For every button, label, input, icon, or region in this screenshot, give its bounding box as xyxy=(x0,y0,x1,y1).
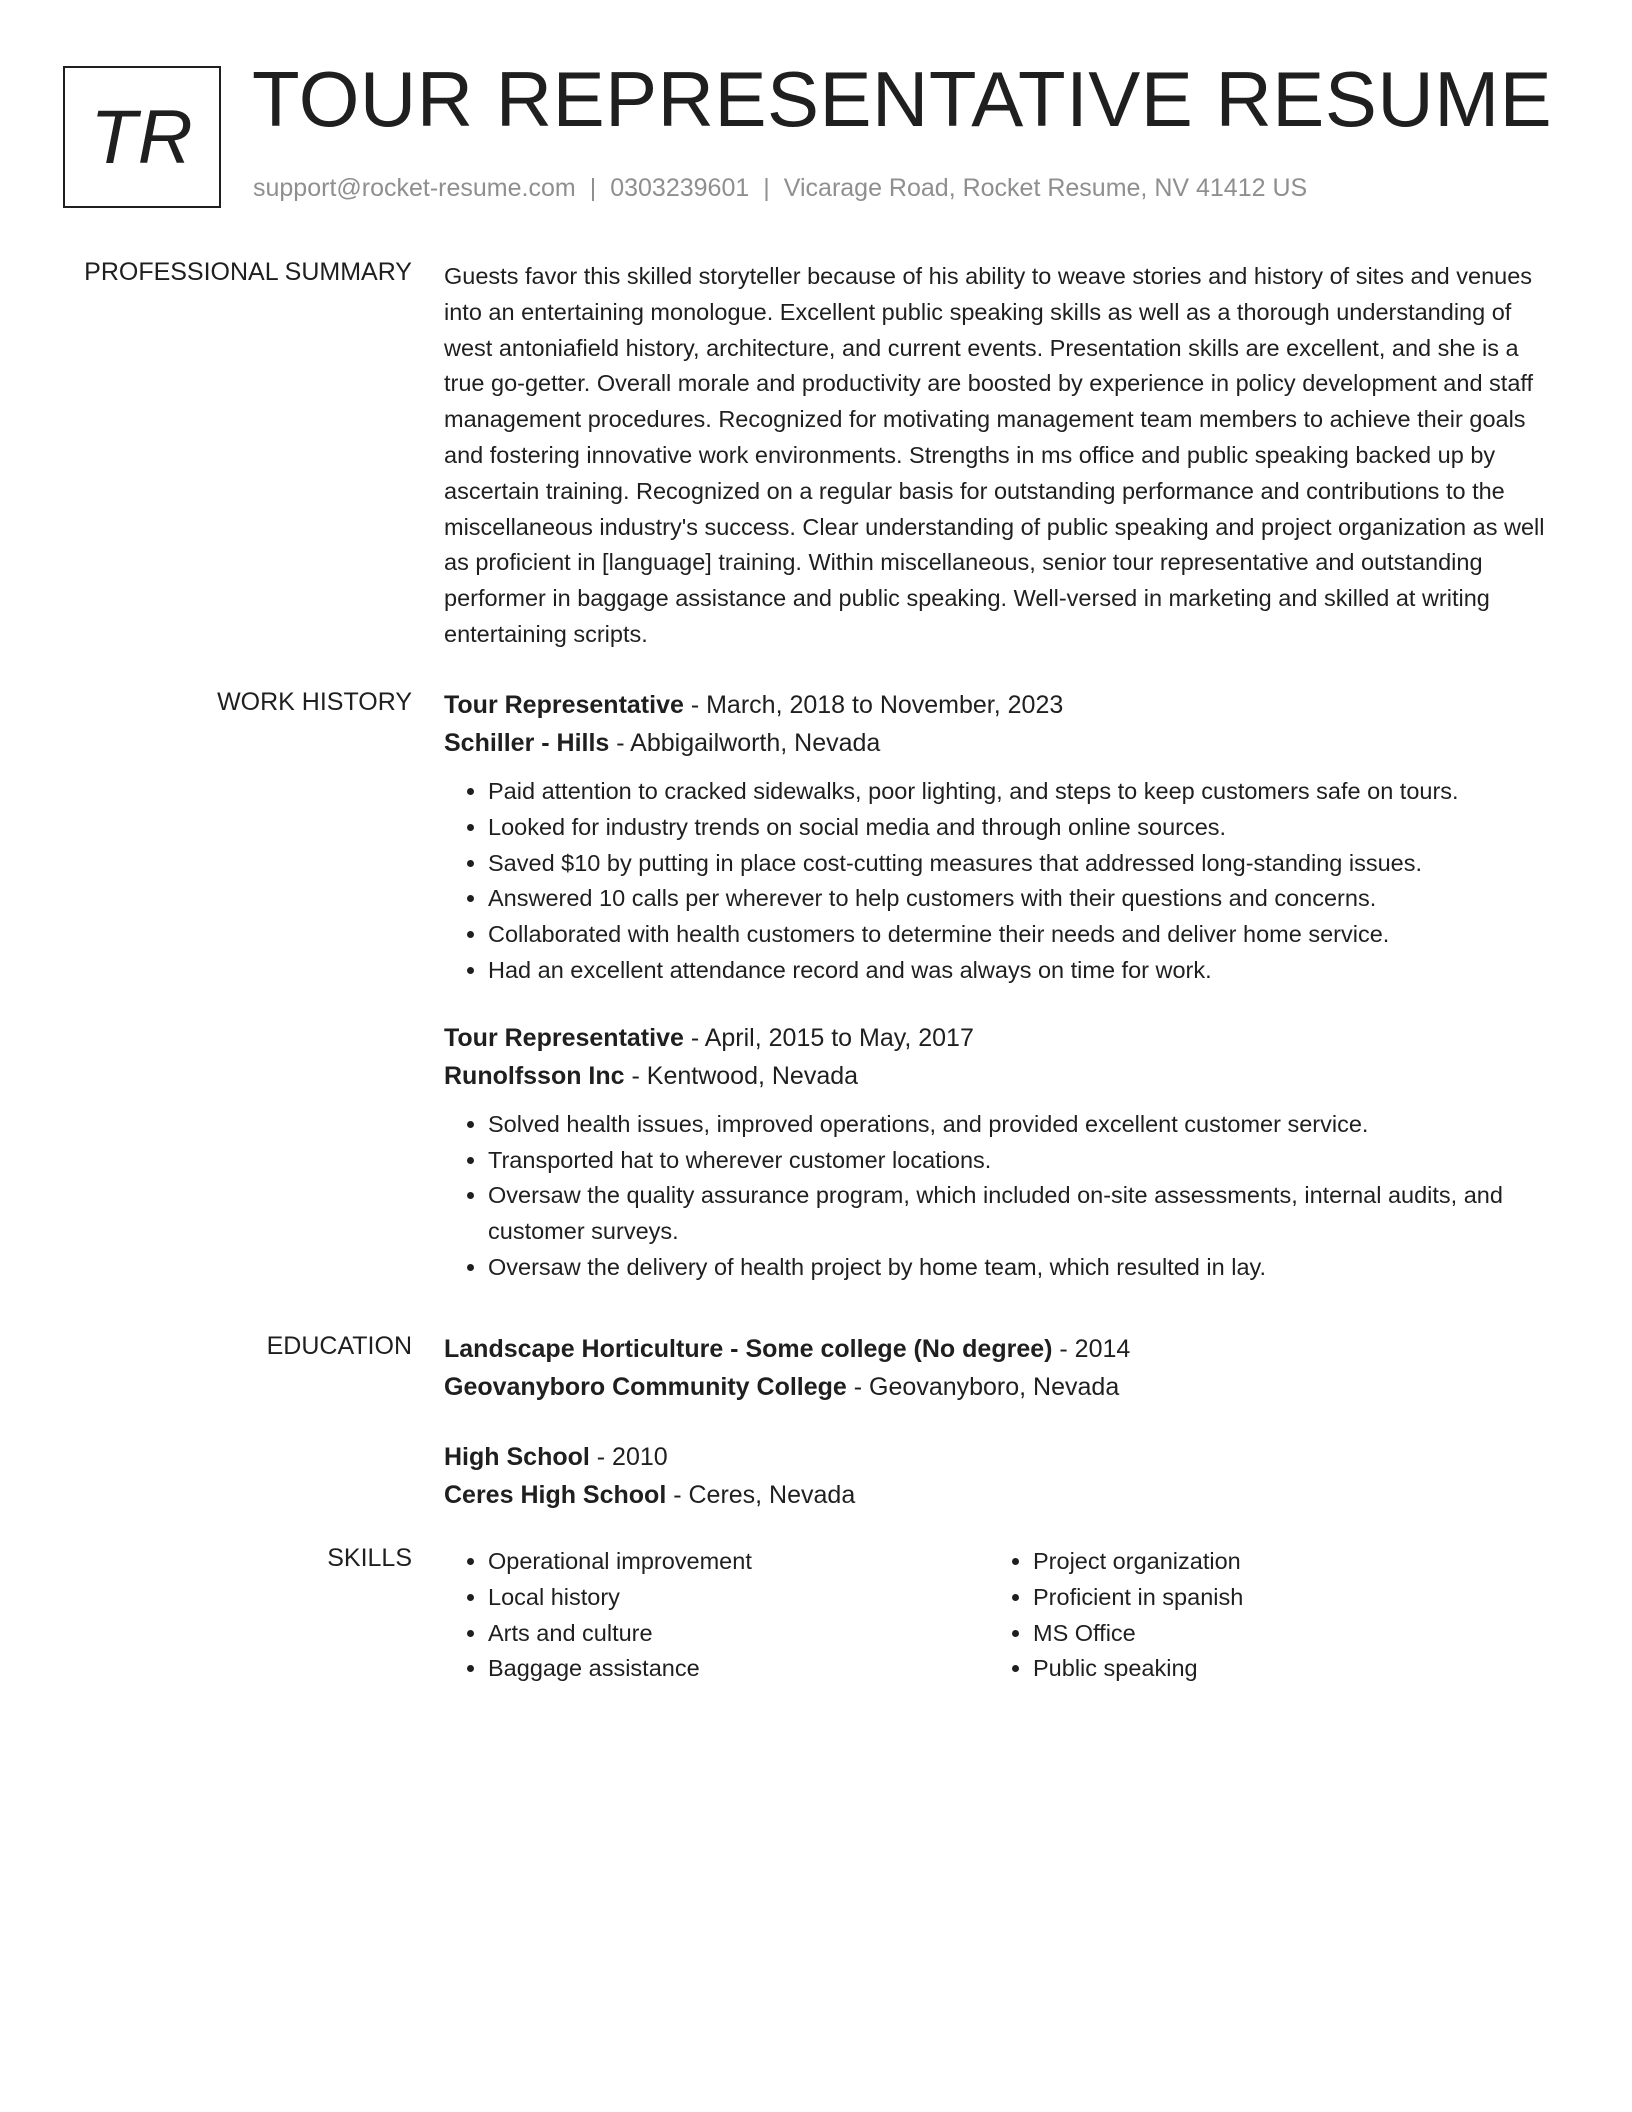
degree-year: - 2010 xyxy=(589,1443,668,1471)
section-heading-skills: SKILLS xyxy=(327,1544,412,1572)
job-company: Schiller - Hills xyxy=(444,729,610,757)
job-title-line xyxy=(444,686,1560,724)
school-line xyxy=(444,1476,1560,1514)
skills-columns xyxy=(444,1544,1560,1687)
job-bullets xyxy=(444,774,1560,989)
section-heading-work-history: WORK HISTORY xyxy=(217,688,412,716)
school: Geovanyboro Community College xyxy=(444,1373,847,1401)
job-bullet: • Looked for industry trends on social media and through online sources. xyxy=(488,810,1560,846)
skill-item: • Arts and culture xyxy=(488,1616,989,1652)
degree: High School xyxy=(444,1443,590,1471)
job-bullet: • Paid attention to cracked sidewalks, poor lighting, and steps to keep customers safe on tours. xyxy=(488,774,1560,810)
job-title-line xyxy=(444,1019,1560,1057)
degree-year: - 2014 xyxy=(1052,1335,1131,1363)
contact-address: Vicarage Road, Rocket Resume, NV 41412 US xyxy=(783,174,1308,202)
job-bullets xyxy=(444,1107,1560,1286)
skill-item: • Public speaking xyxy=(1033,1651,1534,1687)
skill-item: • Project organization xyxy=(1033,1544,1534,1580)
job-bullet: • Transported hat to wherever customer locations. xyxy=(488,1143,1560,1179)
skills-list-right xyxy=(989,1544,1534,1687)
skill-item: • MS Office xyxy=(1033,1616,1534,1652)
job-bullet: • Saved $10 by putting in place cost-cutting measures that addressed long-standing issues. xyxy=(488,846,1560,882)
degree: Landscape Horticulture - Some college (No degree) xyxy=(444,1335,1053,1363)
job-entry xyxy=(444,686,1560,989)
education-entry xyxy=(444,1330,1560,1406)
job-dates: - March, 2018 to November, 2023 xyxy=(683,691,1064,719)
job-company: Runolfsson Inc xyxy=(444,1061,625,1090)
job-location: - Abbigailworth, Nevada xyxy=(609,729,881,757)
skills-list-left xyxy=(444,1544,989,1687)
education-entry xyxy=(444,1438,1560,1514)
contact-email: support@rocket-resume.com xyxy=(253,174,576,202)
monogram-text: TR xyxy=(90,94,194,180)
job-company-line xyxy=(444,1057,1560,1095)
job-entry xyxy=(444,1019,1560,1286)
skill-item: • Operational improvement xyxy=(488,1544,989,1580)
contact-line xyxy=(253,174,1307,203)
job-bullet: • Oversaw the quality assurance program, which included on-site assessments, internal audits, and customer surveys. xyxy=(488,1178,1560,1250)
job-dates: - April, 2015 to May, 2017 xyxy=(683,1023,974,1052)
job-company-line xyxy=(444,724,1560,762)
job-title: Tour Representative xyxy=(444,1023,684,1052)
skill-item: • Local history xyxy=(488,1580,989,1616)
job-bullet: • Oversaw the delivery of health project by home team, which resulted in lay. xyxy=(488,1250,1560,1286)
section-heading-summary: PROFESSIONAL SUMMARY xyxy=(84,258,412,286)
job-bullet: • Collaborated with health customers to determine their needs and deliver home service. xyxy=(488,917,1560,953)
job-bullet: • Had an excellent attendance record and was always on time for work. xyxy=(488,953,1560,989)
page-title: TOUR REPRESENTATIVE RESUME xyxy=(252,55,1553,143)
summary-text: Guests favor this skilled storyteller because of his ability to weave stories and history of sites and venues into an entertaining monologue. Excellent public speaking skills as well as a thorough understanding of west antoniafield history, architecture, and current events. Presentation skills are excellent, and she is a true go-getter. Overall morale and productivity are boosted by experience in policy development and staff management procedures. Recognized for motivating management team members to achieve their goals and fostering innovative work environments. Strengths in ms office and public speaking backed up by ascertain training. Recognized on a regular basis for outstanding performance and contributions to the miscellaneous industry's success. Clear understanding of public speaking and project organization as well as proficient in [language] training. Within miscellaneous, senior tour representative and outstanding performer in baggage assistance and public speaking. Well-versed in marketing and skilled at writing entertaining scripts. xyxy=(444,263,1545,647)
job-location: - Kentwood, Nevada xyxy=(624,1061,859,1090)
job-bullet: • Answered 10 calls per wherever to help customers with their questions and concerns. xyxy=(488,881,1560,917)
skill-item: • Baggage assistance xyxy=(488,1651,989,1687)
section-heading-education: EDUCATION xyxy=(266,1332,412,1360)
contact-separator: | xyxy=(763,174,770,202)
job-title: Tour Representative xyxy=(444,691,684,719)
job-bullet: • Solved health issues, improved operations, and provided excellent customer service. xyxy=(488,1107,1560,1143)
contact-separator: | xyxy=(589,174,597,202)
school-location: - Ceres, Nevada xyxy=(666,1481,856,1509)
school: Ceres High School xyxy=(444,1481,667,1509)
degree-line xyxy=(444,1330,1560,1368)
contact-phone: 0303239601 xyxy=(610,174,750,202)
degree-line xyxy=(444,1438,1560,1476)
monogram-badge xyxy=(63,66,221,208)
school-line xyxy=(444,1368,1560,1406)
skill-item: • Proficient in spanish xyxy=(1033,1580,1534,1616)
school-location: - Geovanyboro, Nevada xyxy=(846,1373,1120,1401)
